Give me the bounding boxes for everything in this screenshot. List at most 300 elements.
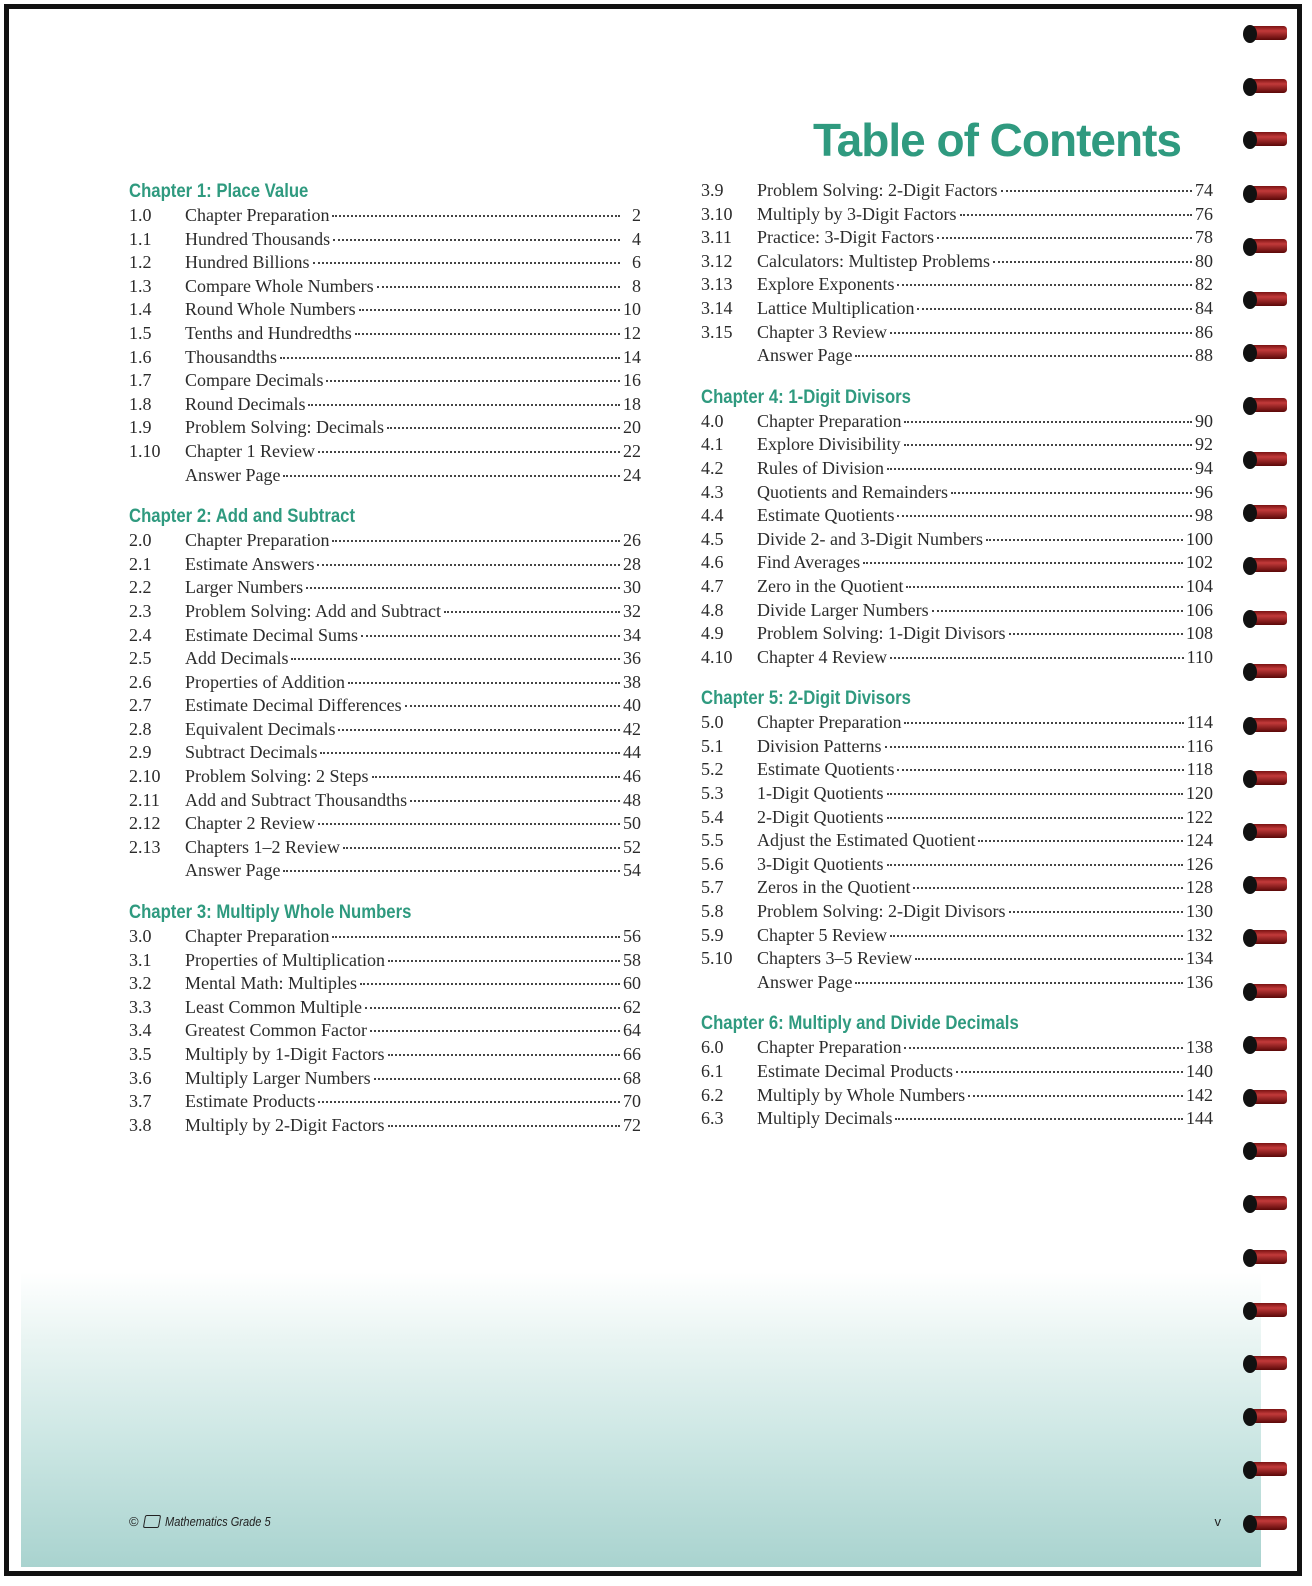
page-ref: 50	[623, 813, 641, 834]
chapter-heading: Chapter 2: Add and Subtract	[129, 506, 356, 528]
dot-leader	[359, 305, 620, 311]
lesson-title: Problem Solving: 1-Digit Divisors	[757, 623, 1006, 644]
spiral-ring	[1243, 1140, 1287, 1162]
page-ref: 28	[623, 553, 641, 574]
page-ref: 40	[623, 695, 641, 716]
book-title: Mathematics Grade 5	[164, 1514, 271, 1529]
dot-leader	[855, 978, 1183, 984]
lesson-title: Mental Math: Multiples	[185, 973, 357, 994]
toc-entry	[129, 600, 641, 624]
lesson-number: 3.13	[701, 274, 733, 295]
lesson-title: Estimate Decimal Differences	[185, 695, 402, 716]
toc-entry	[701, 622, 1213, 646]
spiral-ring	[1243, 1247, 1287, 1269]
dot-leader	[986, 535, 1183, 541]
dot-leader	[885, 742, 1184, 748]
page-ref: 58	[623, 949, 641, 970]
lesson-title: Hundred Billions	[185, 252, 310, 273]
lesson-number: 6.2	[701, 1084, 724, 1105]
chapter-section	[129, 504, 641, 883]
lesson-title: Divide 2- and 3-Digit Numbers	[757, 528, 983, 549]
spiral-ring	[1243, 1353, 1287, 1375]
dot-leader	[444, 607, 620, 613]
lesson-number: 1.7	[129, 370, 152, 391]
toc-right-column	[701, 179, 1213, 1148]
toc-entry	[701, 226, 1213, 250]
lesson-title: Hundred Thousands	[185, 228, 331, 249]
spiral-ring	[1243, 1300, 1287, 1322]
page-ref: 96	[1195, 481, 1213, 502]
dot-leader	[897, 280, 1192, 286]
toc-entry	[129, 812, 641, 836]
dot-leader	[355, 329, 620, 335]
lesson-number: 5.10	[701, 948, 733, 969]
page-ref: 124	[1186, 830, 1213, 851]
lesson-title: Estimate Products	[185, 1091, 316, 1112]
dot-leader	[365, 1003, 620, 1009]
page-ref: 128	[1186, 877, 1213, 898]
page-ref: 100	[1186, 528, 1213, 549]
lesson-number: 3.8	[129, 1114, 152, 1135]
dot-leader	[377, 282, 620, 288]
dot-leader	[388, 1050, 621, 1056]
lesson-title: Estimate Decimal Products	[757, 1061, 953, 1081]
lesson-title: Answer Page	[757, 971, 853, 992]
lesson-number: 1.9	[129, 417, 152, 438]
lesson-title: Multiply by 3-Digit Factors	[757, 203, 957, 224]
toc-entry	[129, 1090, 641, 1114]
toc-entry	[701, 273, 1213, 297]
page-ref: 38	[623, 671, 641, 692]
dot-leader	[968, 1091, 1183, 1097]
toc-entry	[701, 179, 1213, 203]
lesson-title: Adjust the Estimated Quotient	[757, 830, 976, 851]
lesson-number: 4.8	[701, 599, 724, 620]
page-ref: 114	[1186, 712, 1213, 733]
chapter-heading: Chapter 3: Multiply Whole Numbers	[129, 902, 412, 924]
page-ref: 2	[632, 205, 641, 225]
lesson-title: Practice: 3-Digit Factors	[757, 227, 934, 248]
chapter-section	[129, 900, 641, 1137]
toc-entry	[129, 972, 641, 996]
toc-entry	[701, 947, 1213, 971]
lesson-title: Estimate Answers	[185, 553, 315, 574]
page-ref: 138	[1186, 1037, 1213, 1058]
lesson-title: Quotients and Remainders	[757, 481, 948, 502]
dot-leader	[387, 423, 620, 429]
page-ref: 4	[632, 228, 641, 249]
toc-entry	[129, 204, 641, 228]
dot-leader	[338, 725, 620, 731]
lesson-title: Add and Subtract Thousandths	[185, 789, 408, 810]
dot-leader	[283, 471, 620, 477]
dot-leader	[333, 235, 620, 241]
lesson-number: 2.8	[129, 718, 152, 739]
page-ref: 134	[1186, 948, 1213, 969]
page-ref: 98	[1195, 505, 1213, 526]
toc-entry	[701, 1084, 1213, 1108]
dot-leader	[906, 582, 1183, 588]
toc-entry	[129, 464, 641, 488]
lesson-title: Chapters 3–5 Review	[757, 948, 912, 969]
toc-entry	[129, 859, 641, 883]
lesson-number: 2.7	[129, 695, 152, 716]
page-ref: 60	[623, 973, 641, 994]
dot-leader	[887, 860, 1184, 866]
toc-entry	[701, 551, 1213, 575]
lesson-title: Answer Page	[185, 464, 281, 485]
lesson-number: 2.5	[129, 648, 152, 669]
dot-leader	[863, 558, 1183, 564]
lesson-title: Chapters 1–2 Review	[185, 836, 340, 857]
spiral-ring	[1243, 874, 1287, 896]
lesson-title: Problem Solving: Add and Subtract	[185, 600, 441, 621]
page-ref: 104	[1186, 575, 1213, 596]
toc-entry	[129, 718, 641, 742]
dot-leader	[280, 353, 620, 359]
dot-leader	[890, 653, 1184, 659]
toc-entry	[129, 671, 641, 695]
page-ref: 54	[623, 860, 641, 881]
dot-leader	[326, 376, 620, 382]
lesson-number: 2.1	[129, 553, 152, 574]
page-ref: 42	[623, 718, 641, 739]
lesson-title: Answer Page	[185, 860, 281, 881]
lesson-number: 4.7	[701, 575, 724, 596]
lesson-number: 3.7	[129, 1091, 152, 1112]
spiral-binding	[1239, 23, 1287, 1576]
lesson-number: 1.0	[129, 205, 152, 225]
lesson-number: 6.1	[701, 1061, 724, 1081]
spiral-ring	[1243, 449, 1287, 471]
chapter-heading: Chapter 4: 1-Digit Divisors	[701, 386, 911, 408]
lesson-title: Greatest Common Factor	[185, 1020, 367, 1041]
dot-leader	[887, 464, 1192, 470]
toc-entry	[129, 836, 641, 860]
lesson-title: Estimate Quotients	[757, 759, 895, 780]
page-ref: 92	[1195, 434, 1213, 455]
dot-leader	[904, 1043, 1183, 1049]
page-ref: 118	[1186, 759, 1213, 780]
lesson-title: Larger Numbers	[185, 577, 304, 598]
page-ref: 82	[1195, 274, 1213, 295]
page-ref: 110	[1186, 646, 1213, 667]
toc-entry	[701, 806, 1213, 830]
lesson-number: 1.10	[129, 440, 161, 461]
toc-entry	[129, 346, 641, 370]
lesson-title: 2-Digit Quotients	[757, 806, 884, 827]
page-ref: 116	[1186, 735, 1213, 756]
lesson-number: 3.15	[701, 321, 733, 342]
page-ref: 46	[623, 766, 641, 787]
spiral-ring	[1243, 76, 1287, 98]
dot-leader	[904, 440, 1193, 446]
spiral-ring	[1243, 981, 1287, 1003]
dot-leader	[913, 883, 1183, 889]
lesson-title: Add Decimals	[185, 648, 289, 669]
chapter-heading: Chapter 6: Multiply and Divide Decimals	[701, 1013, 1019, 1035]
spiral-ring	[1243, 289, 1287, 311]
dot-leader	[318, 447, 620, 453]
lesson-title: Division Patterns	[757, 735, 882, 756]
spiral-ring	[1243, 1087, 1287, 1109]
lesson-title: Properties of Addition	[185, 671, 345, 692]
lesson-number: 5.0	[701, 712, 724, 733]
lesson-number: 4.5	[701, 528, 724, 549]
toc-entry	[701, 410, 1213, 434]
lesson-title: Compare Whole Numbers	[185, 275, 374, 296]
lesson-number: 4.4	[701, 505, 724, 526]
lesson-title: Tenths and Hundredths	[185, 322, 352, 343]
chapter-section	[701, 385, 1213, 670]
toc-entry	[129, 576, 641, 600]
page-ref: 12	[623, 322, 641, 343]
toc-entry	[701, 735, 1213, 759]
dot-leader	[897, 765, 1183, 771]
lesson-title: Round Decimals	[185, 393, 306, 414]
page-title: Table of Contents	[812, 114, 1181, 166]
dot-leader	[318, 819, 620, 825]
lesson-number: 2.3	[129, 600, 152, 621]
page-ref: 18	[623, 393, 641, 414]
lesson-number: 1.2	[129, 252, 152, 273]
spiral-ring	[1243, 1513, 1287, 1535]
page-ref: 126	[1186, 853, 1213, 874]
lesson-number: 5.2	[701, 759, 724, 780]
spiral-ring	[1243, 1459, 1287, 1481]
lesson-title: Multiply by Whole Numbers	[757, 1084, 966, 1105]
toc-entry	[701, 599, 1213, 623]
page-ref: 10	[623, 299, 641, 320]
page-ref: 78	[1195, 227, 1213, 248]
dot-leader	[993, 257, 1192, 263]
dot-leader	[332, 536, 620, 542]
lesson-number: 4.2	[701, 457, 724, 478]
toc-entry	[701, 1060, 1213, 1084]
dot-leader	[343, 843, 620, 849]
lesson-title: Multiply Larger Numbers	[185, 1067, 371, 1088]
toc-entry	[129, 1067, 641, 1091]
dot-leader	[306, 583, 620, 589]
spiral-ring	[1243, 395, 1287, 417]
page-ref: 72	[623, 1114, 641, 1135]
toc-entry	[129, 996, 641, 1020]
spiral-ring	[1243, 555, 1287, 577]
toc-entry	[701, 344, 1213, 368]
dot-leader	[374, 1074, 620, 1080]
dot-leader	[317, 560, 620, 566]
dot-leader	[388, 1121, 621, 1127]
dot-leader	[890, 328, 1192, 334]
toc-entry	[129, 369, 641, 393]
dot-leader	[410, 796, 620, 802]
toc-entry	[701, 457, 1213, 481]
lesson-title: Compare Decimals	[185, 370, 324, 391]
chapter-section	[701, 686, 1213, 994]
lesson-number: 5.5	[701, 830, 724, 851]
lesson-number: 4.1	[701, 434, 724, 455]
toc-entry	[701, 321, 1213, 345]
toc-entry	[701, 1107, 1213, 1131]
document-frame	[4, 4, 1302, 1576]
lesson-number: 5.3	[701, 783, 724, 804]
dot-leader	[332, 211, 620, 217]
lesson-number: 3.14	[701, 297, 733, 318]
toc-entry	[701, 900, 1213, 924]
page-ref: 66	[623, 1044, 641, 1064]
page-ref: 48	[623, 789, 641, 810]
page-ref: 6	[632, 252, 641, 273]
lesson-title: Chapter Preparation	[757, 1037, 902, 1058]
dot-leader	[1001, 186, 1193, 192]
dot-leader	[890, 931, 1183, 937]
page-ref: 26	[623, 530, 641, 551]
toc-entry	[129, 298, 641, 322]
lesson-title: Chapter 1 Review	[185, 440, 315, 461]
toc-entry	[129, 440, 641, 464]
dot-leader	[1009, 629, 1183, 635]
dot-leader	[291, 654, 620, 660]
page-ref: 94	[1195, 457, 1213, 478]
toc-entry	[701, 203, 1213, 227]
dot-leader	[318, 1097, 620, 1103]
chapter-section	[701, 1011, 1213, 1130]
toc-entry	[701, 504, 1213, 528]
lesson-number: 2.0	[129, 530, 152, 551]
page-ref: 44	[623, 742, 641, 763]
toc-entry	[129, 553, 641, 577]
spiral-ring	[1243, 927, 1287, 949]
page-ref: 122	[1186, 806, 1213, 827]
spiral-ring	[1243, 183, 1287, 205]
lesson-number: 5.1	[701, 735, 724, 756]
toc-entry	[701, 758, 1213, 782]
toc-entry	[129, 251, 641, 275]
lesson-title: Chapter Preparation	[185, 530, 330, 551]
lesson-number: 2.4	[129, 624, 152, 645]
page-ref: 8	[632, 275, 641, 296]
dot-leader	[360, 979, 620, 985]
lesson-number: 1.8	[129, 393, 152, 414]
dot-leader	[308, 400, 620, 406]
lesson-number: 1.6	[129, 346, 152, 367]
chapter-heading: Chapter 1: Place Value	[129, 181, 309, 202]
lesson-number: 3.3	[129, 996, 152, 1017]
lesson-title: Explore Exponents	[757, 274, 895, 295]
spiral-ring	[1243, 236, 1287, 258]
toc-entry	[701, 924, 1213, 948]
toc-entry	[129, 647, 641, 671]
dot-leader	[405, 701, 620, 707]
page-ref: 68	[623, 1067, 641, 1088]
lesson-title: Properties of Multiplication	[185, 949, 385, 970]
page-ref: 22	[623, 440, 641, 461]
toc-entry	[129, 275, 641, 299]
dot-leader	[1009, 907, 1183, 913]
dot-leader	[313, 258, 621, 264]
lesson-number: 4.6	[701, 552, 724, 573]
lesson-title: Calculators: Multistep Problems	[757, 250, 990, 271]
publisher-logo-icon	[142, 1515, 160, 1528]
lesson-number: 3.5	[129, 1044, 152, 1064]
spiral-ring	[1243, 821, 1287, 843]
toc-entry	[701, 575, 1213, 599]
dot-leader	[348, 678, 620, 684]
lesson-number: 1.5	[129, 322, 152, 343]
toc-left-column	[129, 179, 641, 1154]
page-ref: 102	[1186, 552, 1213, 573]
page-number: v	[1214, 1514, 1221, 1529]
page-ref: 74	[1195, 180, 1213, 200]
lesson-title: 1-Digit Quotients	[757, 783, 884, 804]
page-ref: 88	[1195, 345, 1213, 366]
page-ref: 30	[623, 577, 641, 598]
lesson-number: 5.9	[701, 924, 724, 945]
toc-entry	[701, 829, 1213, 853]
toc-entry	[129, 228, 641, 252]
toc-entry	[701, 250, 1213, 274]
lesson-title: Subtract Decimals	[185, 742, 318, 763]
toc-entry	[701, 528, 1213, 552]
toc-entry	[129, 949, 641, 973]
page-ref: 64	[623, 1020, 641, 1041]
lesson-number: 5.7	[701, 877, 724, 898]
toc-entry	[701, 481, 1213, 505]
toc-entry	[701, 1036, 1213, 1060]
lesson-title: Problem Solving: 2-Digit Factors	[757, 180, 998, 200]
page-ref: 90	[1195, 410, 1213, 431]
page-ref: 120	[1186, 783, 1213, 804]
spiral-ring	[1243, 342, 1287, 364]
chapter-section	[129, 179, 641, 487]
lesson-number: 1.1	[129, 228, 152, 249]
page-ref: 62	[623, 996, 641, 1017]
toc-entry	[701, 297, 1213, 321]
page-ref: 76	[1195, 203, 1213, 224]
page-ref: 144	[1186, 1108, 1213, 1129]
spiral-ring	[1243, 1034, 1287, 1056]
page-ref: 106	[1186, 599, 1213, 620]
page-ref: 32	[623, 600, 641, 621]
toc-entry	[129, 529, 641, 553]
lesson-title: Rules of Division	[757, 457, 885, 478]
toc-entry	[701, 433, 1213, 457]
page-ref: 132	[1186, 924, 1213, 945]
lesson-number: 5.8	[701, 901, 724, 922]
lesson-number: 1.3	[129, 275, 152, 296]
lesson-title: Explore Divisibility	[757, 434, 901, 455]
toc-entry	[701, 971, 1213, 995]
lesson-title: Round Whole Numbers	[185, 299, 356, 320]
toc-entry	[129, 765, 641, 789]
dot-leader	[960, 210, 1193, 216]
lesson-title: Estimate Decimal Sums	[185, 624, 358, 645]
lesson-title: 3-Digit Quotients	[757, 853, 884, 874]
spiral-ring	[1243, 768, 1287, 790]
lesson-title: Chapter 3 Review	[757, 321, 887, 342]
lesson-number: 3.12	[701, 250, 733, 271]
page-ref: 86	[1195, 321, 1213, 342]
page-ref: 80	[1195, 250, 1213, 271]
toc-entry	[129, 393, 641, 417]
lesson-number: 2.6	[129, 671, 152, 692]
dot-leader	[897, 511, 1192, 517]
toc-entry	[701, 782, 1213, 806]
lesson-number: 3.4	[129, 1020, 152, 1041]
page-ref: 136	[1186, 971, 1213, 992]
dot-leader	[932, 606, 1183, 612]
lesson-title: Chapter Preparation	[757, 712, 902, 733]
